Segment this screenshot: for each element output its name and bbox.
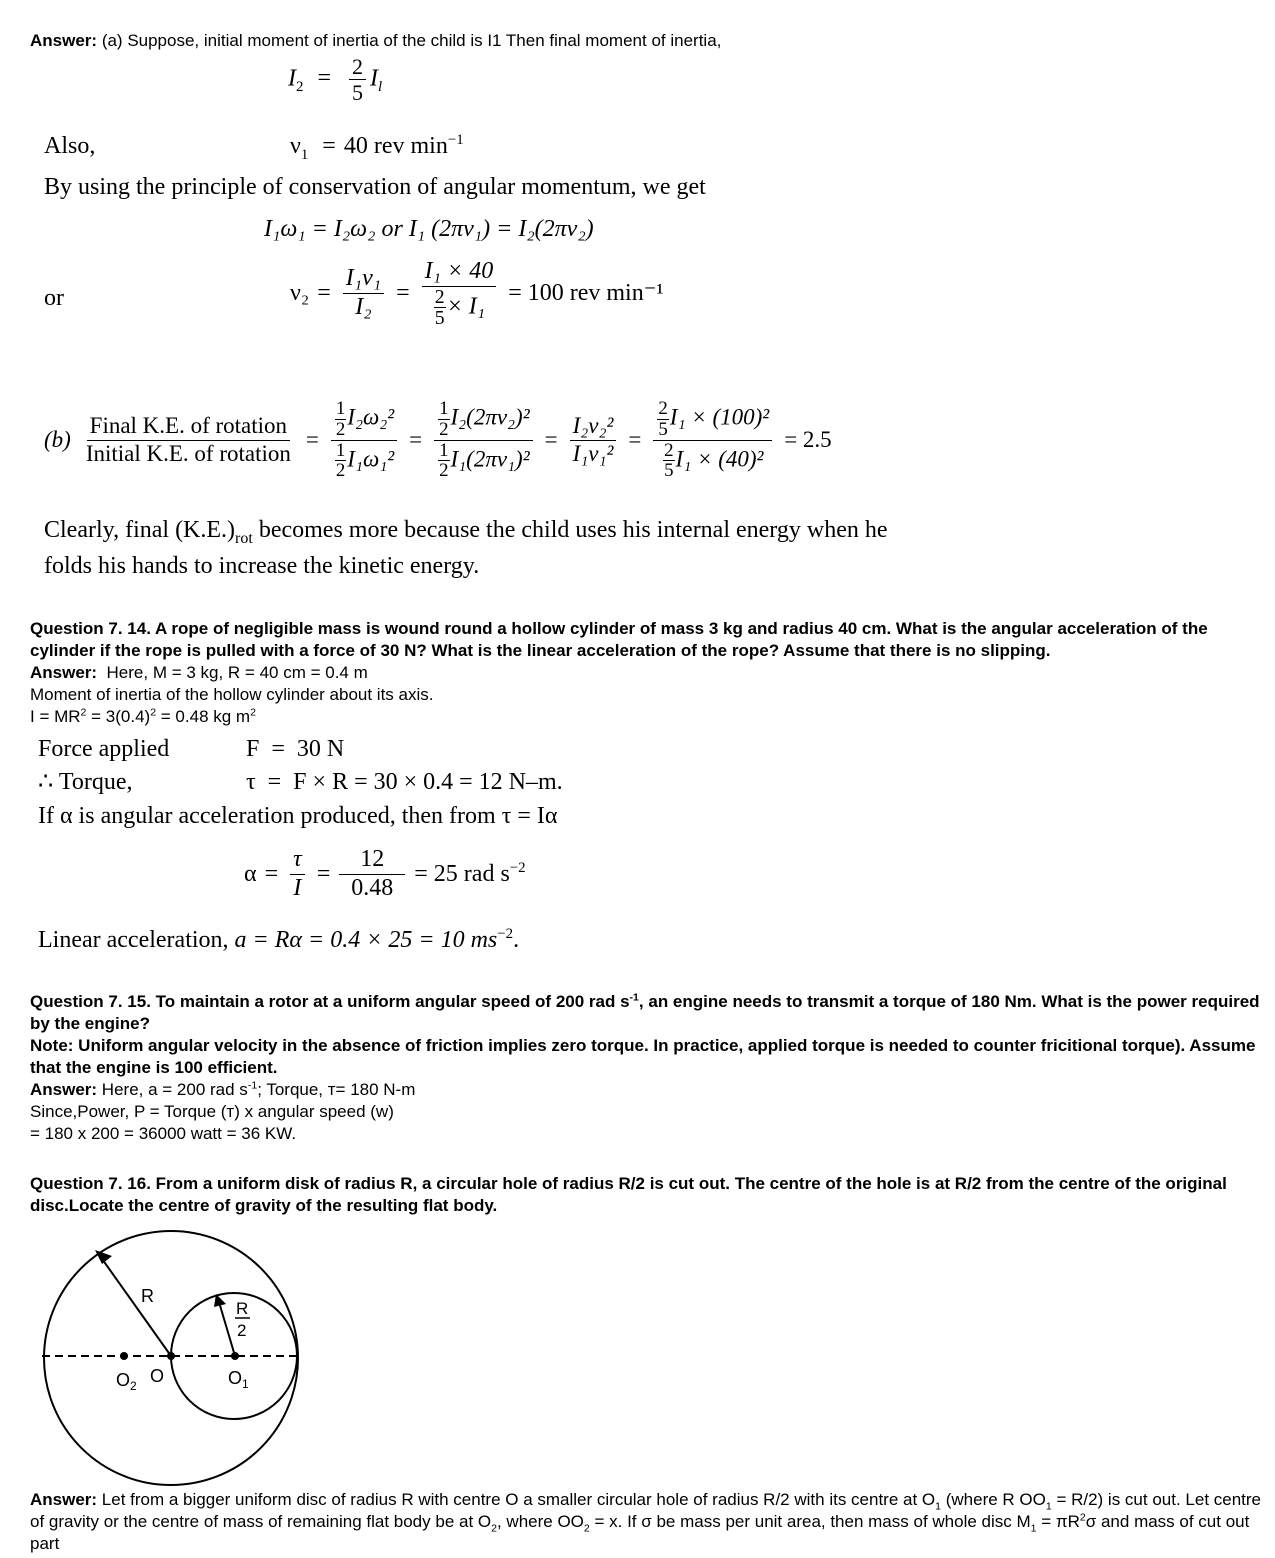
text: = πR [1036,1512,1080,1531]
frac-num: I₁ × 40 [422,258,497,287]
text: Let from a bigger uniform disc of radius R with centre O a smaller circular hole of radius R/2 with its centre at O [97,1490,936,1509]
eq-subscript: l [377,79,383,96]
frac-den: I [293,874,302,901]
frac-num: τ [290,846,305,875]
disc-diagram [38,1230,306,1486]
eq-symbol: ν₂ [290,280,310,307]
label-o1: O [228,1368,243,1388]
frac-den: 5 [658,418,668,440]
eq-subscript: 2 [296,79,304,96]
answer-label: Answer: [30,663,98,682]
text: I = MR [30,707,81,726]
text: ; Torque, т= 180 N-m [257,1080,416,1099]
text: Question 7. 15. To maintain a rotor at a uniform angular speed of 200 rad s [30,992,630,1011]
text: Linear acceleration, [38,927,235,953]
answer-label: Answer: [30,1080,98,1099]
conclusion-line-2: folds his hands to increase the kinetic energy. [44,553,480,579]
frac-num: I₁ × (100)² [669,404,770,430]
subscript: 2 [583,1522,590,1535]
principle-text: By using the principle of conservation of angular momentum, we get [44,174,706,200]
frac-den: I₁ω₁² [347,446,395,472]
eq-symbol: ν [290,133,301,159]
frac-num: 12 [339,846,405,875]
part-b-label: (b) [44,427,71,452]
eq-symbol: α [244,861,257,888]
point-o [167,1352,175,1360]
text: σ and mass of cut out part [30,1512,1250,1553]
label-o1-sub: 1 [242,1377,249,1391]
frac-num: 2 [349,54,366,80]
superscript: 2 [80,706,87,719]
frac-den: 2 [439,460,449,482]
frac-num: I₂(2πν₂)² [450,404,530,430]
torque-equation: τ = F × R = 30 × 0.4 = 12 N–m. [246,769,563,795]
ke-ratio-equation: (b) $\frac{\text{Final K.E. of rotation}}{\text{Initial K.E. of rotation}}$ = $\frac{1}{2}$ I₂ω₂² $\frac{1}{2}$ I₁ω₁² = $\frac{1}{2}$ I₂(2πν₂)² $\frac{1}{2}$ I₁(2πν₁)² = $\frac{\text{I₂ν₂²}}{\text{I₁ν₁²}}$ = $\frac{2}{5}$ I₁ × (100)² $\frac{2}{5}$ I₁ × (40)² = 2.5 [44,397,832,482]
text: = x. If σ be mass per unit area, then mass of whole disc M [589,1512,1031,1531]
note-text: Note: Uniform angular velocity in the absence of friction implies zero torque. In practice, applied torque is needed to counter fricitional torque). Assume that the engine is 100 efficient. [30,1036,1256,1077]
text: Clearly, final (K.E.) [44,517,236,543]
or-label: or [44,285,64,311]
frac-num: 1 [439,439,449,461]
answer-7-16 [30,1489,1270,1555]
answer-intro-text: (a) Suppose, initial moment of inertia of the child is I1 Then final moment of inertia, [101,31,722,50]
text: . [513,927,520,953]
frac-num: I₁ν₁ [343,265,384,294]
superscript: 2 [150,706,157,719]
frac-den: 2 [335,460,346,482]
text: , an engine needs to transmit a torque of 180 Nm. What is the power required by the engine? [30,992,1260,1033]
text: = 3(0.4) [86,707,151,726]
eq-result: = 2.5 [784,427,832,452]
arrowhead-icon [214,1294,226,1307]
text: Here, a = 200 rad s [97,1080,248,1099]
frac-den: × I₁ [446,293,486,320]
subscript: 1 [1045,1500,1052,1513]
question-text: Question 7. 16. From a uniform disk of radius R, a circular hole of radius R/2 is cut out. The centre of the hole is at R/2 from the centre of the original disc.Locate the centre of gravity of the resulting flat body. [30,1174,1227,1215]
force-equation: F = 30 N [246,736,345,762]
eq-superscript: −1 [447,132,464,148]
subscript: 1 [1030,1522,1037,1535]
frac-den: Initial K.E. of rotation [85,440,291,466]
answer-given: Here, M = 3 kg, R = 40 cm = 0.4 m [97,663,368,682]
arrowhead-icon [95,1250,112,1264]
superscript: −2 [497,926,514,942]
point-o1 [231,1352,239,1360]
text: (where R OO [941,1490,1046,1509]
equation-nu1: $\nu_1 = 40$ rev $\min^{-1}$ [290,132,464,163]
frac-den: 5 [351,80,363,106]
label-o: O [150,1366,165,1386]
superscript: 2 [250,706,256,719]
conclusion-line-1 [44,516,888,547]
question-7-15 [30,991,1270,1145]
question-7-14 [30,618,1270,728]
frac-den: I₁ν₁² [572,440,614,466]
point-o2 [120,1352,128,1360]
subscript: rot [235,529,253,547]
alpha-equation: α = $\frac{\tau}{I}$ = $\frac{12}{0.48}$ = 25 rad $s^{-2}$ [244,846,526,901]
text: = R/2) is cut out. Let centre of gravity or the centre of mass of remaining flat body be at O [30,1490,1262,1531]
frac-num: 1 [335,439,346,461]
label-r2-den: 2 [237,1321,247,1340]
moi-text: Moment of inertia of the hollow cylinder about its axis. [30,685,434,704]
frac-den: 5 [664,460,674,482]
frac-den: 5 [434,307,445,330]
frac-num: 2 [658,397,668,419]
radius-r-line [100,1256,171,1356]
label-r2-num: R [236,1299,249,1318]
equation-conservation: I₁ω₁ = I₂ω₂ or I₁ (2πν₁) = I₂(2πν₂) [264,216,594,242]
moi-equation [30,706,1270,728]
radius-r2-line [219,1302,235,1356]
text: becomes more because the child uses his internal energy when he [252,517,888,543]
frac-den: I₂ [355,293,372,320]
subscript: 1 [935,1500,941,1513]
superscript: −2 [509,860,526,877]
frac-num: 1 [335,397,346,419]
frac-den: I₁ × (40)² [675,446,764,472]
question-text [30,991,1270,1035]
answer-label: Answer: [30,1490,98,1509]
eq-value: a = Rα = 0.4 × 25 = 10 ms [234,927,498,953]
frac-den: 2 [335,418,346,440]
eq-value: 40 rev min [343,133,448,159]
superscript: -1 [629,991,639,1004]
also-label: Also, [44,133,96,159]
equation-nu2: ν₂ = $\frac{\text{I₁ν₁}}{\text{I₂}}$ = I₁ × 40 $\frac{2}{5}$ × I₁ = 100 rev min⁻¹ [290,258,664,330]
label-o2-sub: 2 [130,1379,137,1393]
alpha-line: If α is angular acceleration produced, then from τ = Iα [38,803,558,829]
frac-num: 2 [664,439,674,461]
linear-acceleration [38,926,519,954]
label-o2: O [116,1370,131,1390]
label-r: R [141,1286,154,1306]
question-7-16 [30,1173,1270,1217]
frac-num: 2 [434,285,445,308]
subscript: 2 [491,1522,497,1535]
result-line: = 180 x 200 = 36000 watt = 36 KW. [30,1124,297,1143]
eq-result: = 25 rad s [414,861,510,888]
eq-symbol: I [288,65,296,92]
force-label: Force applied [38,736,170,762]
text: , where OO [496,1512,584,1531]
frac-num: I₂ν₂² [570,413,617,440]
answer-label: Answer: [30,31,98,50]
equation-i2: $I_2$ = $\frac{2}{5}$ $I_l$ [288,54,383,106]
torque-label: ∴ Torque, [38,769,133,795]
frac-num: 1 [439,397,449,419]
frac-den: 2 [439,418,449,440]
frac-den: I₁(2πν₁)² [450,446,530,472]
superscript: 2 [1079,1511,1086,1524]
eq-subscript: 1 [300,146,309,163]
text: = 0.48 kg m [156,707,251,726]
frac-num: I₂ω₂² [347,404,395,430]
question-text: Question 7. 14. A rope of negligible mass is wound round a hollow cylinder of mass 3 kg and radius 40 cm. What is the angular acceleration of the cylinder if the rope is pulled with a force of 30 N? What is the linear acceleration of the rope? Assume that there is no slipping. [30,619,1208,660]
frac-num: Final K.E. of rotation [87,413,290,440]
frac-den: 0.48 [351,874,394,901]
eq-symbol: I [369,65,378,92]
superscript: -1 [247,1079,258,1092]
eq-result: = 100 rev min⁻¹ [508,280,664,307]
answer-intro [30,30,1270,52]
power-line: Since,Power, P = Torque (т) x angular speed (w) [30,1102,394,1121]
